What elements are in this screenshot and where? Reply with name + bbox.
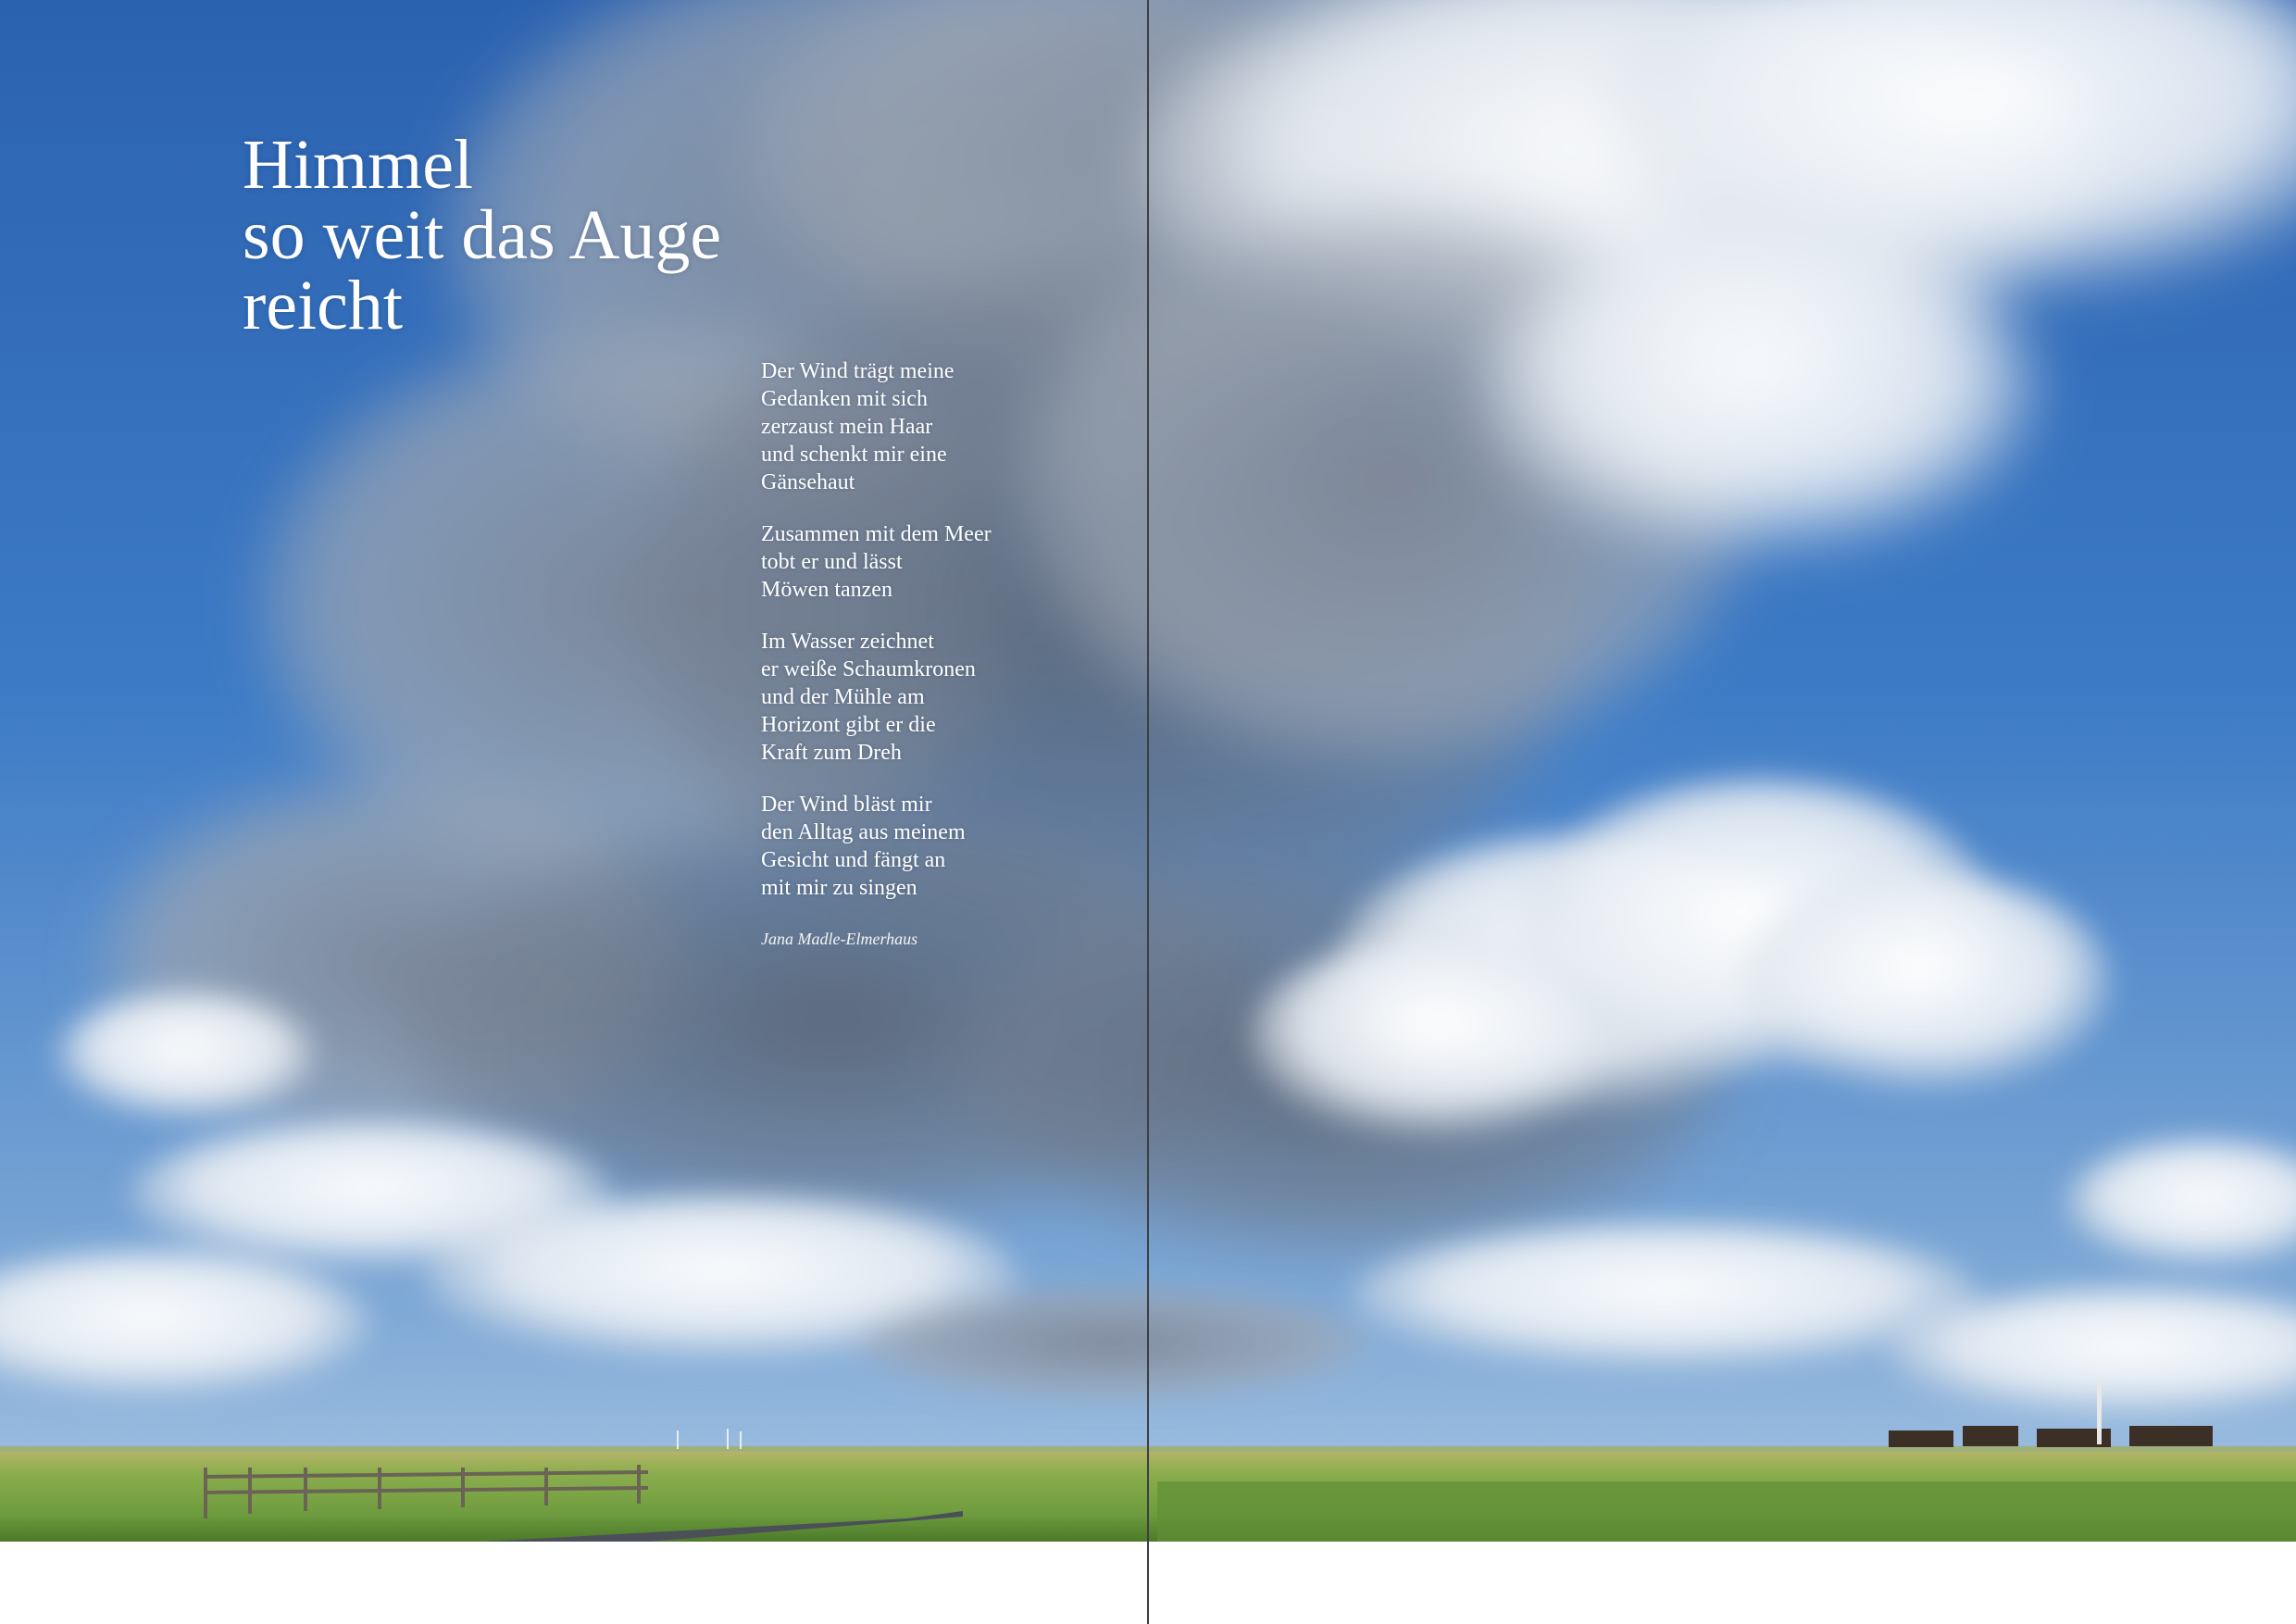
- poem-stanza: [761, 628, 1094, 767]
- poem: [761, 357, 1094, 926]
- poem-line: Im Wasser zeichnet: [761, 630, 934, 654]
- poem-stanza: [761, 520, 1094, 604]
- poem-stanza: [761, 791, 1094, 902]
- poem-line: Der Wind trägt meine: [761, 359, 955, 383]
- poem-line: und der Mühle am: [761, 685, 925, 709]
- poem-line: Gedanken mit sich: [761, 387, 928, 411]
- poem-stanza: [761, 357, 1094, 496]
- poem-line: zerzaust mein Haar: [761, 415, 933, 439]
- title-line: so weit das Auge: [243, 196, 722, 274]
- poem-line: Zusammen mit dem Meer: [761, 522, 992, 546]
- poem-line: Der Wind bläst mir: [761, 793, 932, 817]
- poem-line: er weiße Schaumkronen: [761, 657, 976, 681]
- title-line: reicht: [243, 267, 404, 344]
- poem-line: Gesicht und fängt an: [761, 848, 946, 872]
- poem-line: mit mir zu singen: [761, 876, 917, 900]
- poem-line: Möwen tanzen: [761, 578, 892, 602]
- poem-line: tobt er und lässt: [761, 550, 903, 574]
- page-title: [243, 126, 891, 344]
- poem-line: den Alltag aus meinem: [761, 820, 966, 844]
- poem-line: Kraft zum Dreh: [761, 741, 902, 765]
- poem-line: und schenkt mir eine: [761, 443, 947, 467]
- title-line: Himmel: [243, 126, 474, 204]
- poem-author: Jana Madle-Elmerhaus: [761, 930, 918, 948]
- poem-line: Gänsehaut: [761, 470, 855, 494]
- poem-line: Horizont gibt er die: [761, 713, 936, 737]
- page-gutter: [1147, 0, 1149, 1624]
